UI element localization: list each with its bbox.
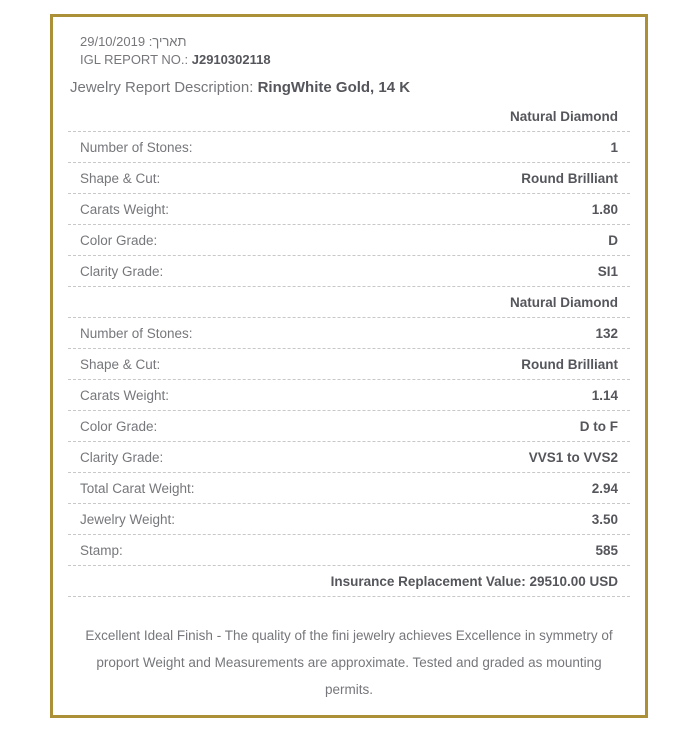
- row-value: 132: [595, 325, 618, 341]
- row-label: Stamp:: [80, 542, 123, 558]
- row-value: 585: [595, 542, 618, 558]
- table-row-clarity-grade: [68, 256, 630, 287]
- row-value: 1.80: [591, 201, 618, 217]
- row-label: Clarity Grade:: [80, 263, 164, 279]
- row-label: Total Carat Weight:: [80, 480, 195, 496]
- table-row-color-grade: [68, 225, 630, 256]
- jewelry-description-line: [70, 77, 645, 99]
- report-table: [68, 101, 630, 597]
- jewelry-description-value: RingWhite Gold, 14 K: [257, 79, 411, 96]
- table-row-carats-weight: [68, 194, 630, 225]
- table-row-number-of-stones: [68, 318, 630, 349]
- date-block: [80, 33, 645, 69]
- section-title: Natural Diamond: [509, 108, 618, 124]
- row-label: Shape & Cut:: [80, 170, 161, 186]
- insurance-value-row: [68, 566, 630, 597]
- table-row-carats-weight: [68, 380, 630, 411]
- section-title: Natural Diamond: [509, 294, 618, 310]
- row-value: Round Brilliant: [521, 356, 618, 372]
- table-row-number-of-stones: [68, 132, 630, 163]
- report-date: תאריך: 29/10/2019: [80, 34, 187, 49]
- row-value: D to F: [579, 418, 618, 434]
- table-row-jewelry-weight: [68, 504, 630, 535]
- table-row-total-carat-weight: [68, 473, 630, 504]
- row-label: Clarity Grade:: [80, 449, 164, 465]
- row-label: Number of Stones:: [80, 325, 193, 341]
- row-value: Round Brilliant: [521, 170, 618, 186]
- report-number-line: [80, 51, 645, 69]
- row-label: Color Grade:: [80, 232, 158, 248]
- report-header: [53, 17, 645, 99]
- section-header: [68, 101, 630, 132]
- table-row-stamp: [68, 535, 630, 566]
- row-value: 1: [610, 139, 618, 155]
- disclaimer-note: Excellent Ideal Finish - The quality of the fini jewelry achieves Excellence in symmetry of proport Weight and Measurements are approximate. Tested and graded as mounting permits.: [85, 628, 613, 697]
- row-label: Number of Stones:: [80, 139, 193, 155]
- table-row-shape-cut: [68, 163, 630, 194]
- row-label: Shape & Cut:: [80, 356, 161, 372]
- row-value: VVS1 to VVS2: [528, 449, 618, 465]
- row-value: SI1: [597, 263, 618, 279]
- row-label: Carats Weight:: [80, 387, 170, 403]
- report-number-value: J2910302118: [191, 52, 271, 67]
- jewelry-description-label: Jewelry Report Description:: [70, 79, 258, 96]
- table-row-color-grade: [68, 411, 630, 442]
- row-label: Carats Weight:: [80, 201, 170, 217]
- row-value: D: [608, 232, 618, 248]
- insurance-value-text: Insurance Replacement Value: 29510.00 USD: [330, 573, 618, 589]
- report-number-label: IGL REPORT NO.:: [80, 52, 192, 67]
- row-value: 3.50: [591, 511, 618, 527]
- row-value: 2.94: [591, 480, 618, 496]
- row-value: 1.14: [591, 387, 618, 403]
- section-header: [68, 287, 630, 318]
- table-row-clarity-grade: [68, 442, 630, 473]
- report-frame: [50, 14, 648, 718]
- table-row-shape-cut: [68, 349, 630, 380]
- row-label: Color Grade:: [80, 418, 158, 434]
- row-label: Jewelry Weight:: [80, 511, 176, 527]
